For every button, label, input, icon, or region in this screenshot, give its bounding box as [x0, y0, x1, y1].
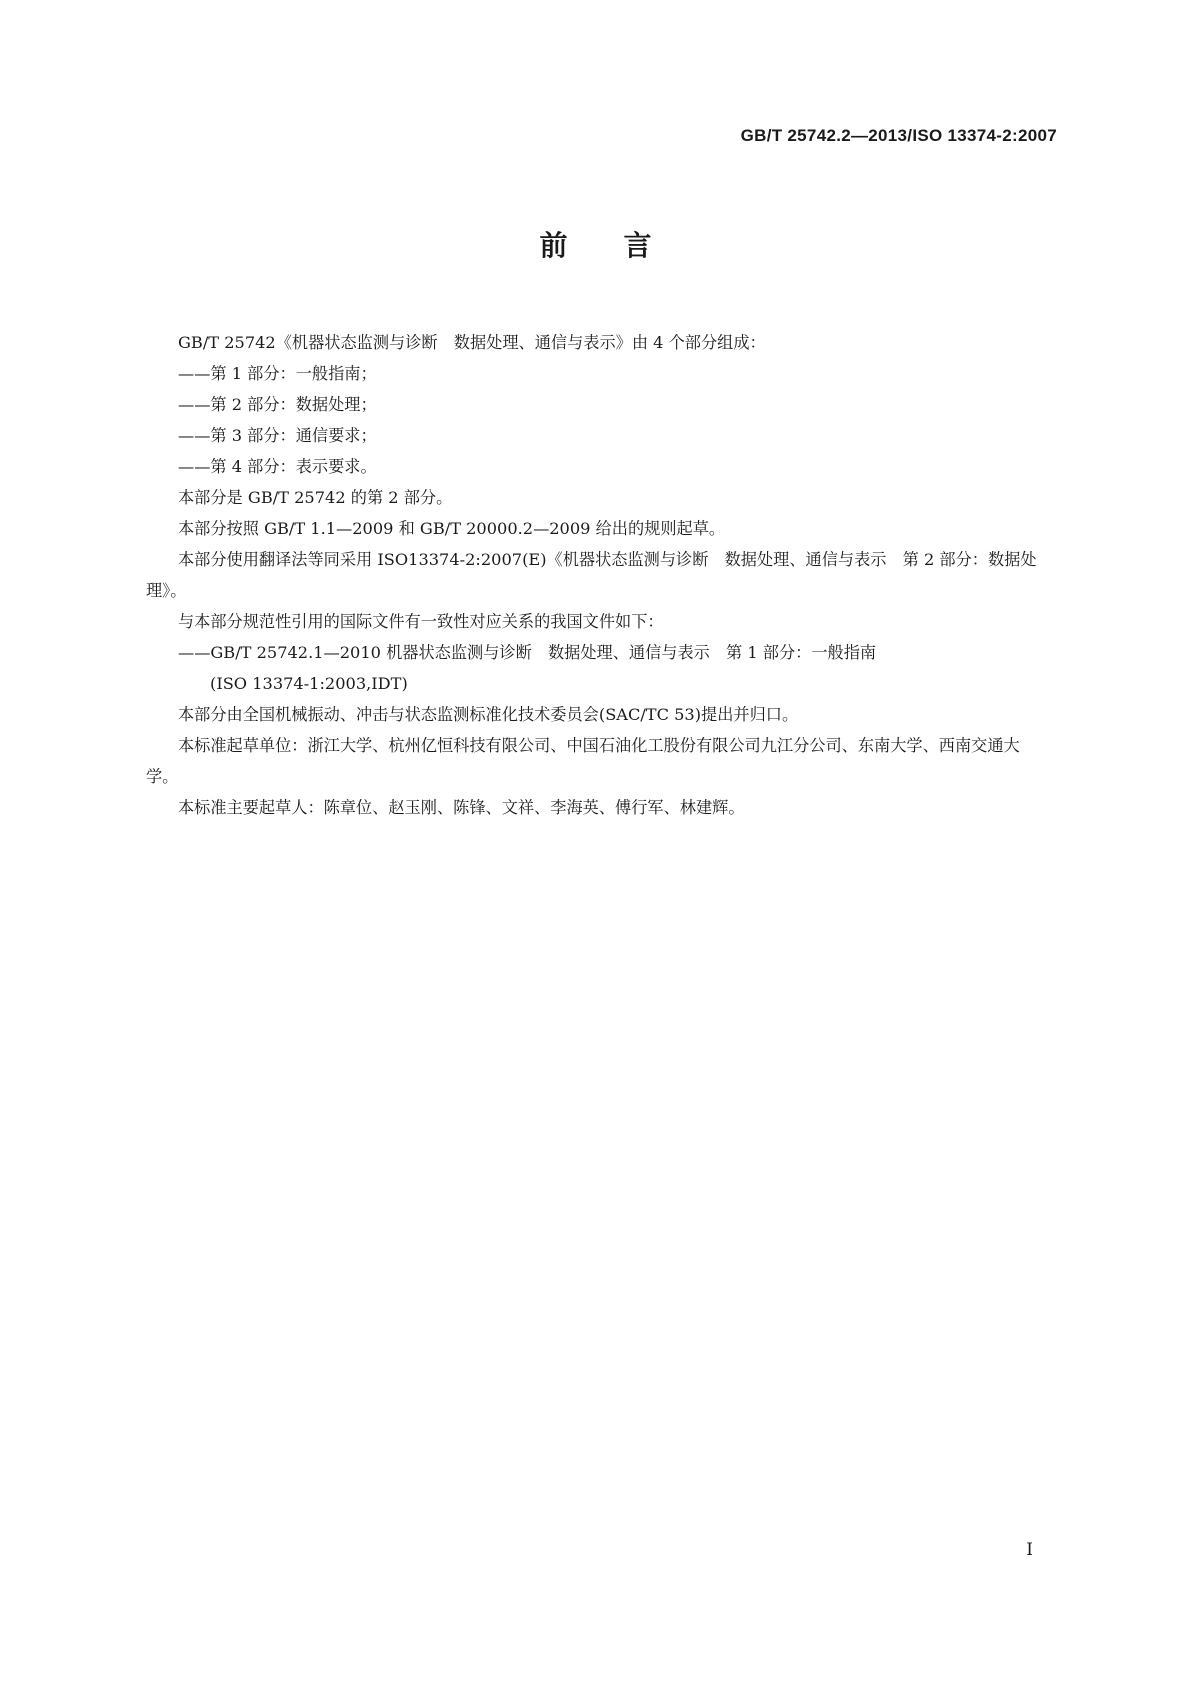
drafting-rules-paragraph: 本部分按照 GB/T 1.1—2009 和 GB/T 20000.2—2009 给出的规则起草。 — [178, 519, 726, 538]
page-number: I — [1026, 1540, 1033, 1560]
reference-intro-paragraph: 与本部分规范性引用的国际文件有一致性对应关系的我国文件如下： — [178, 612, 664, 631]
reference-item-line-1: ——GB/T 25742.1—2010 机器状态监测与诊断 数据处理、通信与表示 第 1 部分：一般指南 — [178, 643, 877, 662]
foreword-body — [146, 327, 1052, 823]
part-statement-paragraph: 本部分是 GB/T 25742 的第 2 部分。 — [178, 488, 453, 507]
drafting-units-paragraph: 本标准起草单位：浙江大学、杭州亿恒科技有限公司、中国石油化工股份有限公司九江分公司、东南大学、西南交通大学。 — [146, 736, 1020, 786]
drafters-paragraph: 本标准主要起草人：陈章位、赵玉刚、陈锋、文祥、李海英、傅行军、林建辉。 — [178, 798, 745, 817]
page-title: 前言 — [539, 229, 708, 262]
list-item-part-1: ——第 1 部分：一般指南； — [178, 364, 377, 383]
reference-item-line-2: (ISO 13374-1:2003,IDT) — [210, 674, 408, 693]
list-item-part-3: ——第 3 部分：通信要求； — [178, 426, 377, 445]
list-item-part-4: ——第 4 部分：表示要求。 — [178, 457, 377, 476]
intro-paragraph: GB/T 25742《机器状态监测与诊断 数据处理、通信与表示》由 4 个部分组成： — [178, 333, 766, 352]
standard-code-header: GB/T 25742.2—2013/ISO 13374-2:2007 — [740, 126, 1057, 145]
translation-paragraph: 本部分使用翻译法等同采用 ISO13374-2:2007(E)《机器状态监测与诊断 数据处理、通信与表示 第 2 部分：数据处理》。 — [146, 550, 1037, 600]
proposer-paragraph: 本部分由全国机械振动、冲击与状态监测标准化技术委员会(SAC/TC 53)提出并归口。 — [178, 705, 799, 724]
list-item-part-2: ——第 2 部分：数据处理； — [178, 395, 377, 414]
